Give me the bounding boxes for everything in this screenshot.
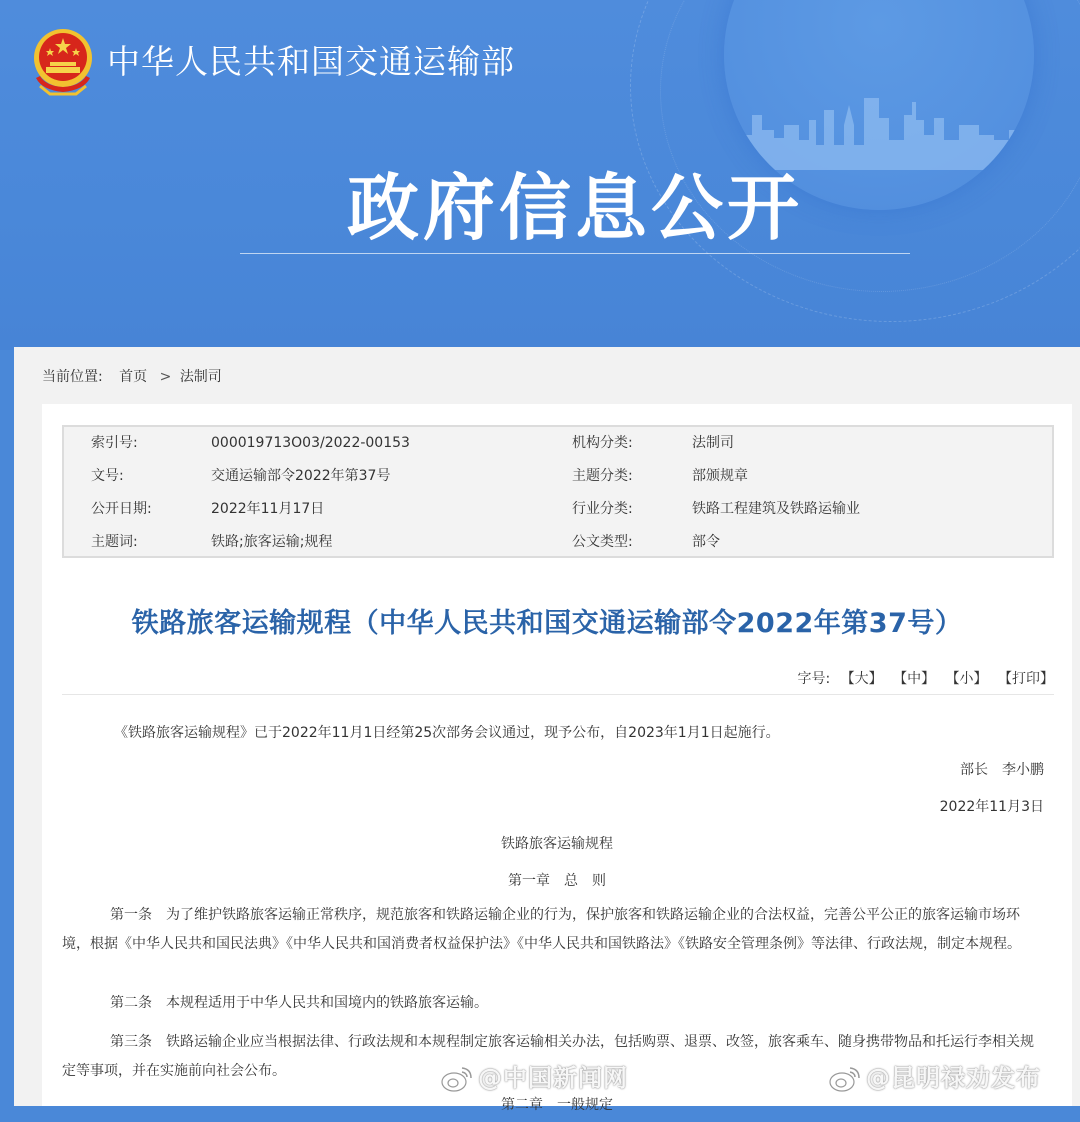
skyline-icon [724, 90, 1034, 170]
signature: 部长 李小鹏 [960, 762, 1044, 778]
meta-value: 2022年11月17日 [211, 501, 325, 517]
signing-date: 2022年11月3日 [939, 799, 1044, 815]
article-title: 铁路旅客运输规程（中华人民共和国交通运输部令2022年第37号） [131, 608, 963, 639]
national-emblem-icon [30, 28, 96, 96]
content-area [14, 347, 1080, 1113]
font-size-label: 字号: [797, 671, 831, 687]
article-1: 第一条 为了维护铁路旅客运输正常秩序，规范旅客和铁路运输企业的行为，保护旅客和铁路运输企业的合法权益，完善公平公正的旅客运输市场环境，根据《中华人民共和国民法典》《中华人民共和国消费者权益保护法》《中华人民共和国铁路法》《铁路安全管理条例》等法律、行政法规，制定本规程。 [62, 907, 1021, 952]
article-2: 第二条 本规程适用于中华人民共和国境内的铁路旅客运输。 [110, 995, 488, 1011]
meta-label: 索引号: [91, 435, 138, 451]
article-panel [42, 404, 1072, 1113]
meta-value: 铁路工程建筑及铁路运输业 [692, 501, 860, 517]
meta-value: 部颁规章 [692, 468, 748, 484]
article-3: 第三条 铁路运输企业应当根据法律、行政法规和本规程制定旅客运输相关办法，包括购票、退票、改签，旅客乘车、随身携带物品和托运行李相关规定等事项，并在实施前向社会公布。 [62, 1034, 1034, 1079]
print-button[interactable]: 【打印】 [998, 671, 1054, 687]
site-banner [0, 0, 1080, 350]
document-metadata-table [62, 425, 1054, 558]
weibo-icon [440, 1065, 474, 1093]
meta-label: 公文类型: [572, 534, 633, 550]
title-divider [62, 694, 1054, 695]
watermark-chinanews [440, 1063, 628, 1093]
intro-paragraph: 《铁路旅客运输规程》已于2022年11月1日经第25次部务会议通过，现予公布，自2023年1月1日起施行。 [114, 725, 780, 741]
breadcrumb-separator: > [159, 369, 172, 385]
chapter-heading-partial: 第二章 一般规定 [501, 1097, 613, 1113]
watermark-kunming [828, 1063, 1041, 1093]
font-medium-button[interactable]: 【中】 [893, 671, 936, 687]
ministry-name: 中华人民共和国交通运输部 [107, 42, 515, 81]
meta-value: 部令 [692, 534, 720, 550]
meta-label: 主题分类: [572, 468, 633, 484]
watermark-text: @中国新闻网 [478, 1064, 628, 1092]
meta-label: 文号: [91, 468, 124, 484]
meta-value: 000019713O03/2022-00153 [211, 435, 410, 451]
breadcrumb [42, 367, 226, 387]
chapter-heading: 第一章 总 则 [508, 873, 606, 889]
font-size-tools [797, 669, 1054, 689]
weibo-icon [828, 1065, 862, 1093]
breadcrumb-label: 当前位置: [42, 369, 103, 385]
font-large-button[interactable]: 【大】 [840, 671, 883, 687]
banner-title: 政府信息公开 [346, 166, 803, 250]
regulation-title: 铁路旅客运输规程 [501, 836, 613, 852]
meta-label: 公开日期: [91, 501, 152, 517]
meta-value: 铁路;旅客运输;规程 [211, 534, 333, 550]
meta-value: 法制司 [692, 435, 734, 451]
meta-label: 主题词: [91, 534, 138, 550]
meta-label: 行业分类: [572, 501, 633, 517]
font-small-button[interactable]: 【小】 [945, 671, 988, 687]
meta-label: 机构分类: [572, 435, 633, 451]
meta-value: 交通运输部令2022年第37号 [211, 468, 391, 484]
watermark-text: @昆明禄劝发布 [866, 1064, 1041, 1092]
banner-divider [240, 253, 910, 254]
breadcrumb-legal-dept-link[interactable]: 法制司 [179, 369, 222, 385]
breadcrumb-home-link[interactable]: 首页 [119, 369, 148, 385]
